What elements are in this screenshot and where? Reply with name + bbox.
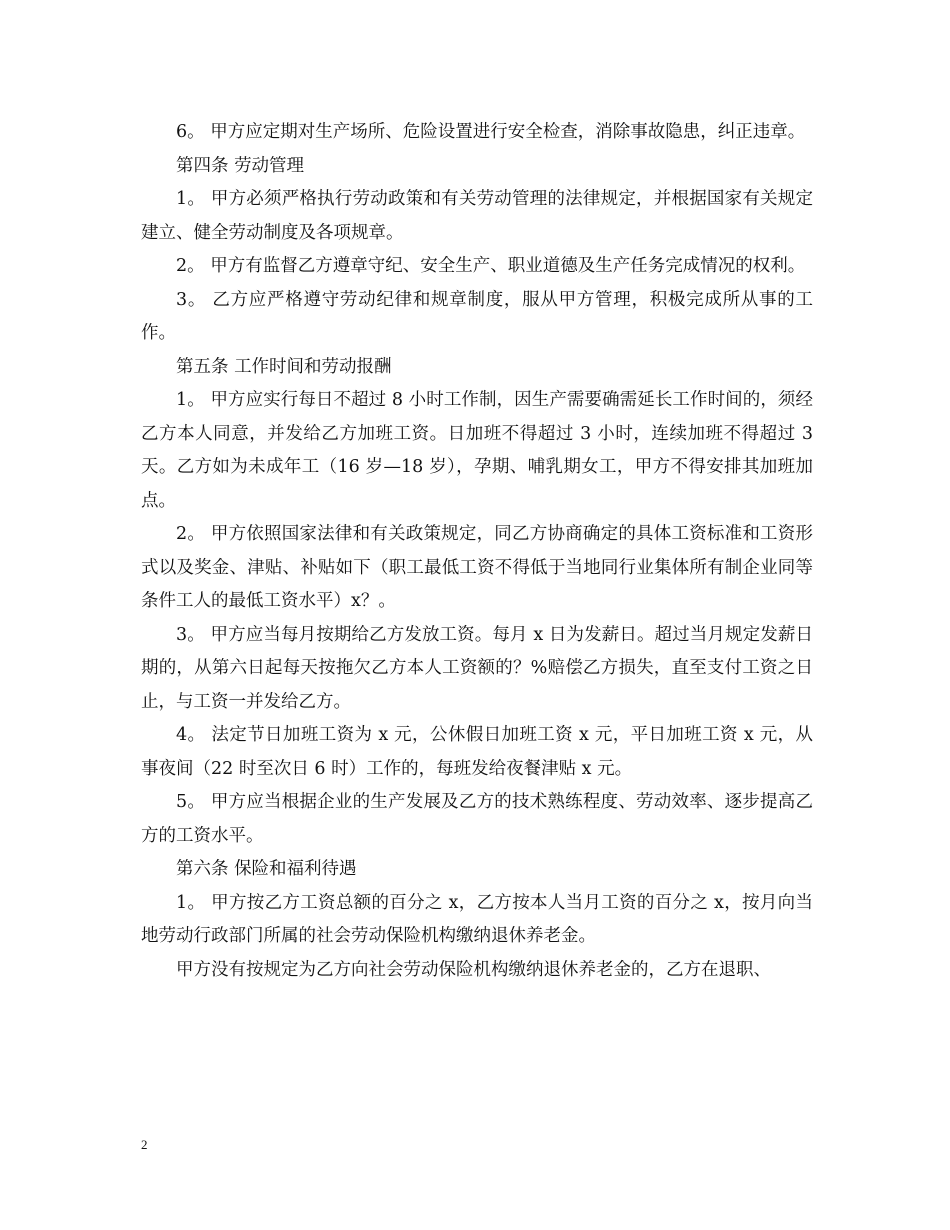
page-number: 2 [141,1137,148,1152]
article-6-item-1-continued: 甲方没有按规定为乙方向社会劳动保险机构缴纳退休养老金的，乙方在退职、 [176,959,771,980]
article-5-heading: 第五条 工作时间和劳动报酬 [176,356,392,377]
article-4-item-1: 1。 甲方必须严格执行劳动政策和有关劳动管理的法律规定，并根据国家有关规定建立、健全劳动制度及各项规章。 [141,189,813,243]
article-6-heading: 第六条 保险和福利待遇 [176,859,357,879]
article-5-item-1: 1。 甲方应实行每日不超过 8 小时工作制，因生产需要确需延长工作时间的，须经乙方本人同意，并发给乙方加班工资。日加班不得超过 3 小时，连续加班不得超过 3 天。乙方如为未成年工（16 岁—18 岁），孕期、哺乳期女工，甲方不得安排其加班加点。 [141,390,813,511]
article-4-item-3: 3。 乙方应严格遵守劳动纪律和规章制度，服从甲方管理，积极完成所从事的工作。 [141,289,813,343]
document-body [141,116,813,987]
article-5-item-5: 5。 甲方应当根据企业的生产发展及乙方的技术熟练程度、劳动效率、逐步提高乙方的工资水平。 [141,792,813,846]
article-5-item-2: 2。 甲方依照国家法律和有关政策规定，同乙方协商确定的具体工资标准和工资形式以及奖金、津贴、补贴如下（职工最低工资不得低于当地同行业集体所有制企业同等条件工人的最低工资水平）x？。 [141,524,813,611]
article-4-item-2: 2。 甲方有监督乙方遵章守纪、安全生产、职业道德及生产任务完成情况的权利。 [176,256,806,276]
article-6-item-1: 1。 甲方按乙方工资总额的百分之 x，乙方按本人当月工资的百分之 x，按月向当地劳动行政部门所属的社会劳动保险机构缴纳退休养老金。 [141,892,813,946]
article-4-heading: 第四条 劳动管理 [176,155,305,176]
clause-4-item-6: 6。 甲方应定期对生产场所、危险设置进行安全检查，消除事故隐患，纠正违章。 [176,122,806,142]
article-5-item-4: 4。 法定节日加班工资为 x 元，公休假日加班工资 x 元，平日加班工资 x 元，从事夜间（22 时至次日 6 时）工作的，每班发给夜餐津贴 x 元。 [141,725,813,779]
article-5-item-3: 3。 甲方应当每月按期给乙方发放工资。每月 x 日为发薪日。超过当月规定发薪日期的，从第六日起每天按拖欠乙方本人工资额的？%赔偿乙方损失，直至支付工资之日止，与工资一并发给乙方。 [141,624,813,712]
